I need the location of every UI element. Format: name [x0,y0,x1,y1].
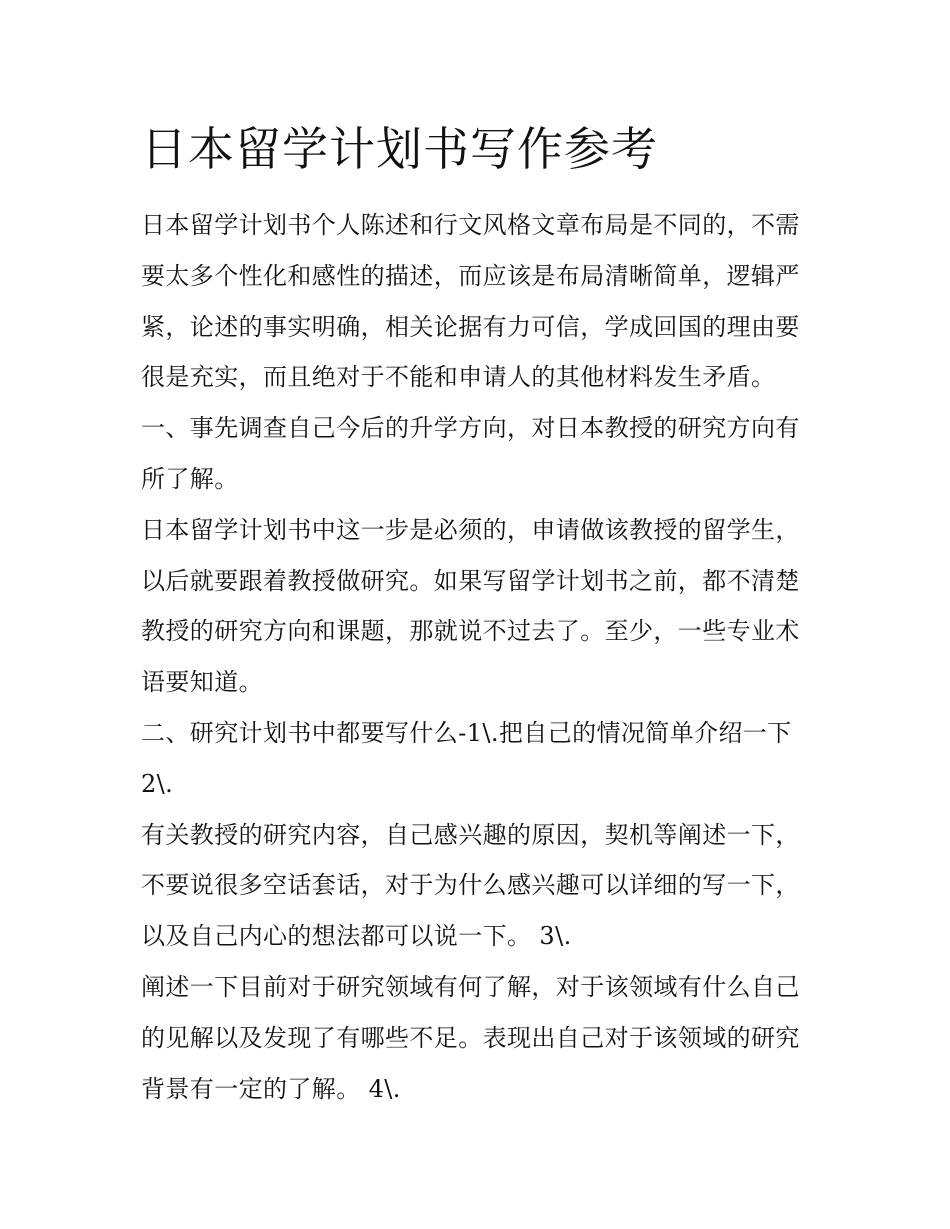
document-body [141,118,821,1114]
paragraph-section-two-heading: 二、研究计划书中都要写什么-1\.把自己的情况简单介绍一下2\. [141,718,792,798]
paragraph-section-two-point-two: 有关教授的研究内容，自己感兴趣的原因，契机等阐述一下，不要说很多空话套话，对于为什么感兴趣可以详细的写一下，以及自己内心的想法都可以说一下。 3\. [141,820,800,951]
paragraph-section-two-point-three: 阐述一下目前对于研究领域有何了解，对于该领域有什么自己的见解以及发现了有哪些不足。表现出自己对于该领域的研究背景有一定的了解。 4\. [141,972,800,1103]
document-title: 日本留学计划书写作参考 [141,122,658,176]
paragraph-intro: 日本留学计划书个人陈述和行文风格文章布局是不同的，不需要太多个性化和感性的描述，而应该是布局清晰简单，逻辑严紧，论述的事实明确，相关论据有力可信，学成回国的理由要很是充实，而且绝对于不能和申请人的其他材料发生矛盾。 [141,211,800,392]
paragraph-section-one-heading: 一、事先调查自己今后的升学方向，对日本教授的研究方向有所了解。 [141,414,800,493]
paragraph-section-one-body: 日本留学计划书中这一步是必须的，申请做该教授的留学生，以后就要跟着教授做研究。如果写留学计划书之前，都不清楚教授的研究方向和课题，那就说不过去了。至少，一些专业术语要知道。 [141,515,800,697]
